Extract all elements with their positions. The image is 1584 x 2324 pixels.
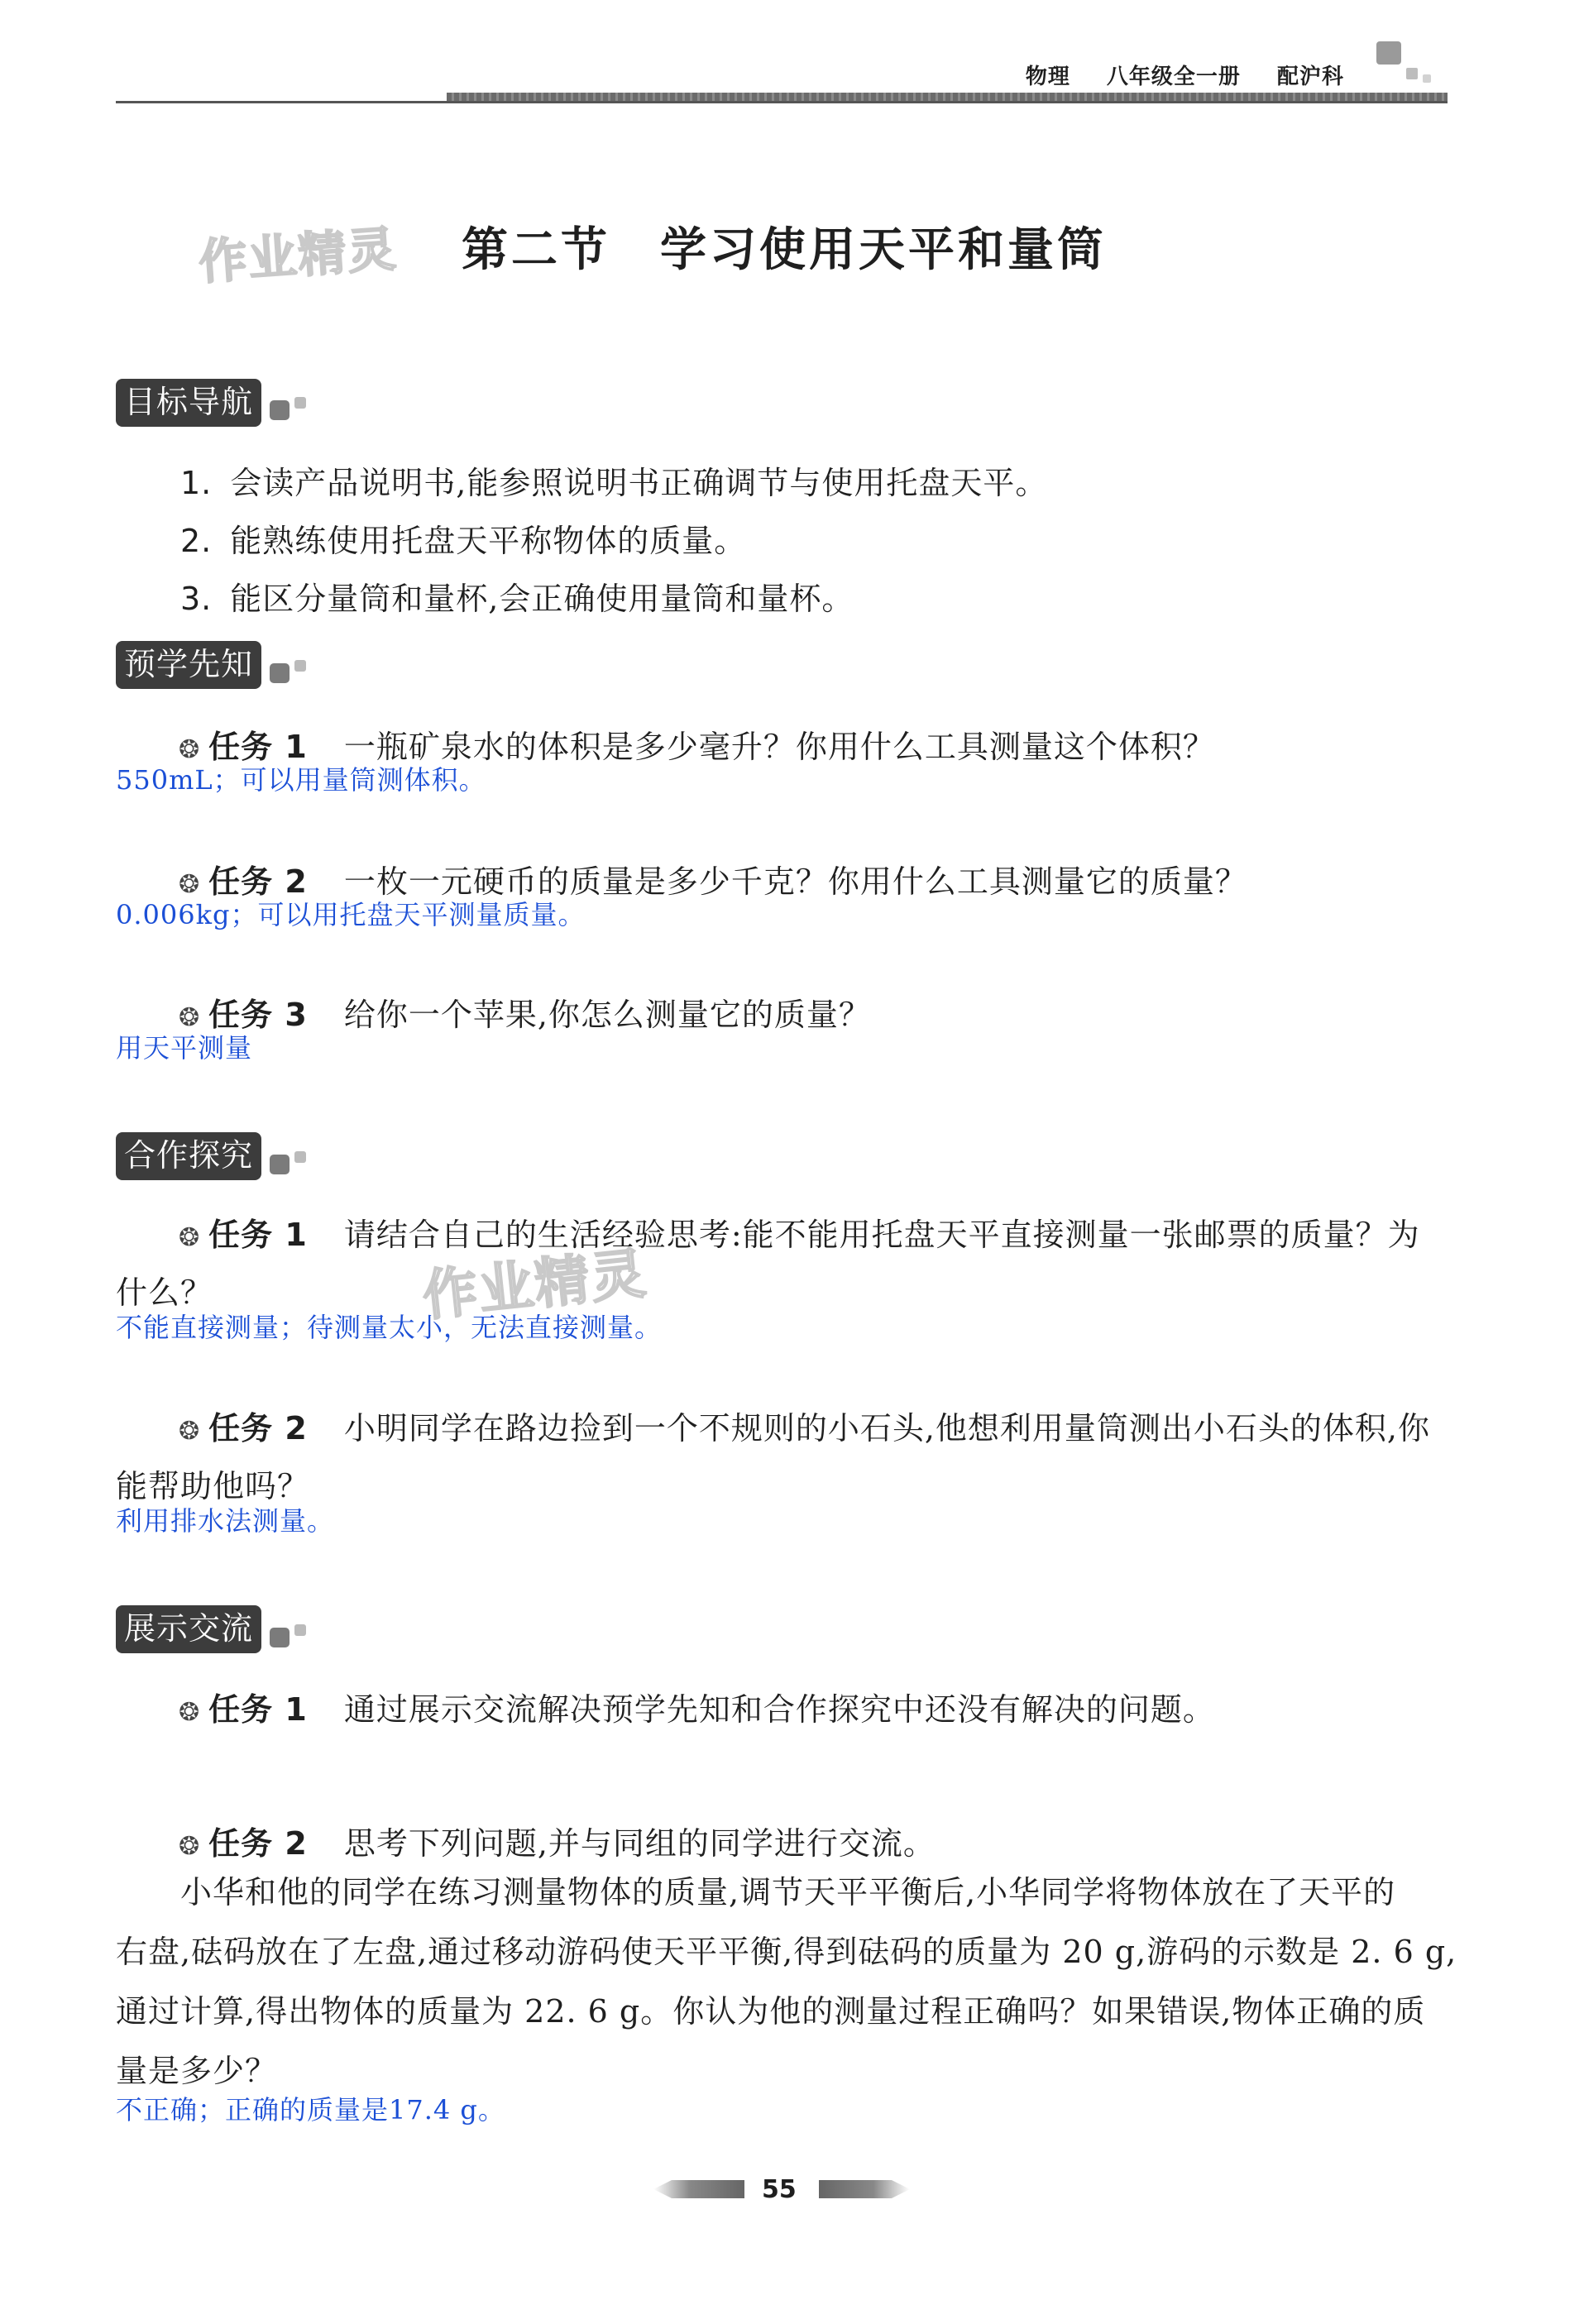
task-label: 任务 2 bbox=[208, 863, 308, 900]
goal-number: 3. bbox=[180, 581, 213, 617]
watermark-logo: 作业精灵 bbox=[197, 220, 400, 291]
footer-decoration-left bbox=[653, 2180, 744, 2198]
task-text: 小明同学在路边捡到一个不规则的小石头,他想利用量筒测出小石头的体积,你 bbox=[343, 1410, 1430, 1447]
header-decoration bbox=[1376, 41, 1401, 65]
label-decoration bbox=[270, 663, 290, 683]
label-decoration bbox=[270, 1628, 290, 1647]
header-rule-thick bbox=[447, 93, 1448, 101]
goal-item bbox=[180, 457, 1047, 503]
header-decoration-small bbox=[1406, 68, 1418, 79]
header-rule bbox=[116, 101, 1448, 103]
section-label-goals: 目标导航 bbox=[116, 379, 261, 427]
goal-text: 能熟练使用托盘天平称物体的质量。 bbox=[230, 523, 747, 559]
goal-item bbox=[180, 573, 854, 619]
section-goals bbox=[116, 376, 261, 422]
answer-text: 0.006kg；可以用托盘天平测量质量。 bbox=[116, 899, 586, 930]
task-text: 思考下列问题,并与同组的同学进行交流。 bbox=[343, 1825, 936, 1862]
answer-text: 用天平测量 bbox=[116, 1032, 253, 1064]
section-label-cooperate: 合作探究 bbox=[116, 1132, 261, 1180]
label-decoration bbox=[270, 400, 290, 420]
goal-item bbox=[180, 515, 746, 561]
flower-bullet-icon: ❂ bbox=[179, 1417, 201, 1446]
task-text: 一瓶矿泉水的体积是多少毫升？你用什么工具测量这个体积？ bbox=[343, 729, 1215, 765]
task-label: 任务 1 bbox=[208, 729, 308, 765]
section-preview bbox=[116, 638, 261, 684]
label-decoration-small bbox=[294, 397, 306, 409]
goal-text: 会读产品说明书,能参照说明书正确调节与使用托盘天平。 bbox=[230, 465, 1048, 501]
header-edition: 配沪科 bbox=[1276, 65, 1344, 89]
flower-bullet-icon: ❂ bbox=[179, 1003, 201, 1032]
flower-bullet-icon: ❂ bbox=[179, 735, 201, 764]
answer-text: 不能直接测量；待测量太小，无法直接测量。 bbox=[116, 1312, 663, 1343]
section-label-preview: 预学先知 bbox=[116, 641, 261, 689]
task-label: 任务 2 bbox=[208, 1410, 308, 1447]
task-item bbox=[179, 1684, 1215, 1729]
watermark-logo-center: 作业精灵 bbox=[419, 1241, 650, 1328]
footer-decoration-right bbox=[819, 2180, 910, 2198]
task-item bbox=[179, 989, 871, 1035]
task-label: 任务 1 bbox=[208, 1217, 308, 1253]
problem-paragraph-line: 通过计算,得出物体的质量为 22. 6 g。你认为他的测量过程正确吗？如果错误,物体正确的质 bbox=[116, 1993, 1426, 2030]
goal-number: 1. bbox=[180, 465, 213, 501]
header-decoration-tiny bbox=[1423, 74, 1431, 83]
flower-bullet-icon: ❂ bbox=[179, 1698, 201, 1727]
task-label: 任务 2 bbox=[208, 1825, 308, 1862]
task-label: 任务 3 bbox=[208, 997, 308, 1033]
task-text: 给你一个苹果,你怎么测量它的质量？ bbox=[343, 997, 871, 1033]
goal-text: 能区分量筒和量杯,会正确使用量筒和量杯。 bbox=[230, 581, 854, 617]
task-text-continued: 能帮助他吗？ bbox=[116, 1468, 310, 1504]
task-item bbox=[179, 1403, 1430, 1448]
label-decoration-small bbox=[294, 1151, 306, 1163]
task-text: 一枚一元硬币的质量是多少千克？你用什么工具测量它的质量？ bbox=[343, 863, 1247, 900]
section-title: 第二节 学习使用天平和量筒 bbox=[462, 223, 1107, 277]
task-item bbox=[179, 1209, 1420, 1255]
section-cooperate bbox=[116, 1130, 261, 1175]
problem-paragraph-line: 右盘,砝码放在了左盘,通过移动游码使天平平衡,得到砝码的质量为 20 g,游码的示数是 2. 6 g, bbox=[116, 1934, 1457, 1970]
flower-bullet-icon: ❂ bbox=[179, 1832, 201, 1861]
running-header bbox=[998, 60, 1344, 90]
header-grade: 八年级全一册 bbox=[1106, 65, 1241, 89]
answer-text: 利用排水法测量。 bbox=[116, 1505, 335, 1537]
task-text: 请结合自己的生活经验思考:能不能用托盘天平直接测量一张邮票的质量？为 bbox=[343, 1217, 1420, 1253]
task-item bbox=[179, 1818, 936, 1863]
flower-bullet-icon: ❂ bbox=[179, 1223, 201, 1252]
label-decoration-small bbox=[294, 660, 306, 672]
section-display bbox=[116, 1603, 261, 1648]
answer-text: 不正确；正确的质量是17.4 g。 bbox=[116, 2094, 505, 2126]
answer-text: 550mL；可以用量筒测体积。 bbox=[116, 764, 486, 796]
task-label: 任务 1 bbox=[208, 1691, 308, 1728]
label-decoration bbox=[270, 1155, 290, 1174]
problem-paragraph-line: 小华和他的同学在练习测量物体的质量,调节天平平衡后,小华同学将物体放在了天平的 bbox=[180, 1874, 1396, 1910]
problem-paragraph-line: 量是多少？ bbox=[116, 2053, 278, 2089]
page-number: 55 bbox=[762, 2175, 797, 2204]
flower-bullet-icon: ❂ bbox=[179, 870, 201, 899]
task-text: 通过展示交流解决预学先知和合作探究中还没有解决的问题。 bbox=[343, 1691, 1215, 1728]
task-text-continued: 什么？ bbox=[116, 1274, 213, 1311]
label-decoration-small bbox=[294, 1624, 306, 1636]
goal-number: 2. bbox=[180, 523, 213, 559]
header-subject: 物理 bbox=[1025, 65, 1070, 89]
section-label-display: 展示交流 bbox=[116, 1605, 261, 1653]
